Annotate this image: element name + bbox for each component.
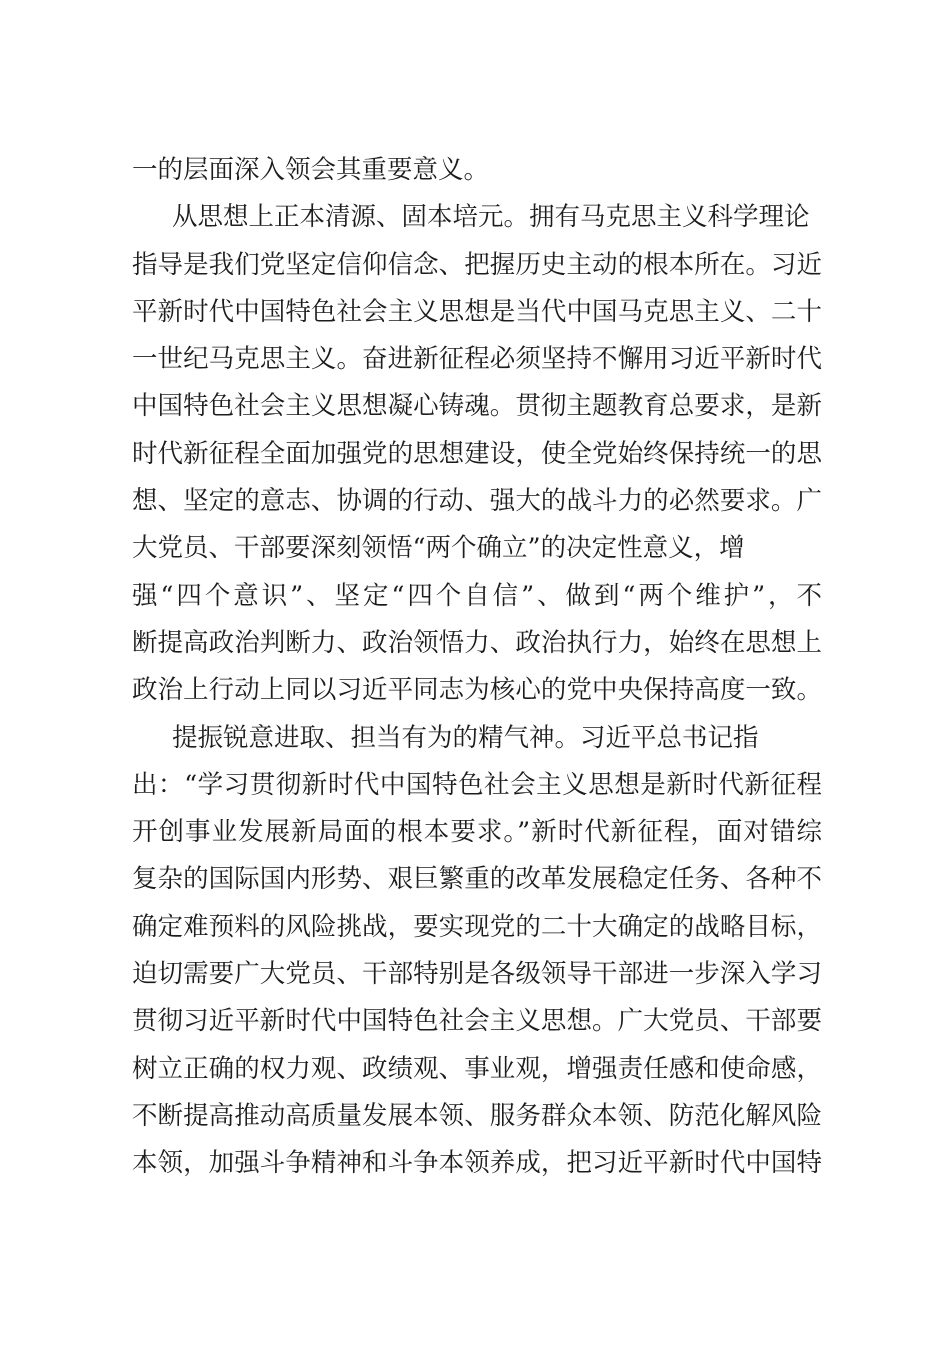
text-line: 树立正确的权力观、政绩观、事业观，增强责任感和使命感， — [132, 1053, 822, 1084]
text-line: 中国特色社会主义思想凝心铸魂。贯彻主题教育总要求，是新 — [132, 391, 822, 422]
text-line: 复杂的国际国内形势、艰巨繁重的改革发展稳定任务、各种不 — [132, 864, 822, 895]
paragraph-first-line: 从思想上正本清源、固本培元。拥有马克思主义科学理论 — [172, 202, 810, 233]
text-line: 一世纪马克思主义。奋进新征程必须坚持不懈用习近平新时代 — [132, 344, 822, 375]
text-line: 迫切需要广大党员、干部特别是各级领导干部进一步深入学习 — [132, 959, 822, 990]
text-line: 大党员、干部要深刻领悟“两个确立”的决定性意义，增 — [132, 533, 745, 564]
text-line: 不断提高推动高质量发展本领、服务群众本领、防范化解风险 — [132, 1100, 822, 1131]
text-line: 出：“学习贯彻新时代中国特色社会主义思想是新时代新征程 — [132, 769, 822, 800]
text-line: 强“四个意识”、坚定“四个自信”、做到“两个维护”，不 — [132, 580, 822, 611]
paragraph-first-line: 提振锐意进取、担当有为的精气神。习近平总书记指 — [172, 722, 759, 753]
text-line: 想、坚定的意志、协调的行动、强大的战斗力的必然要求。广 — [132, 486, 822, 517]
text-line: 政治上行动上同以习近平同志为核心的党中央保持高度一致。 — [132, 675, 822, 706]
text-line: 指导是我们党坚定信仰信念、把握历史主动的根本所在。习近 — [132, 249, 822, 280]
text-line: 贯彻习近平新时代中国特色社会主义思想。广大党员、干部要 — [132, 1006, 822, 1037]
body-text — [132, 147, 822, 1188]
text-line: 时代新征程全面加强党的思想建设，使全党始终保持统一的思 — [132, 438, 822, 469]
text-line: 平新时代中国特色社会主义思想是当代中国马克思主义、二十 — [132, 296, 822, 327]
text-line: 确定难预料的风险挑战，要实现党的二十大确定的战略目标， — [132, 911, 822, 942]
text-line: 本领，加强斗争精神和斗争本领养成，把习近平新时代中国特 — [132, 1148, 822, 1179]
text-line: 一的层面深入领会其重要意义。 — [132, 155, 490, 185]
text-line: 开创事业发展新局面的根本要求。”新时代新征程，面对错综 — [132, 817, 822, 848]
text-line: 断提高政治判断力、政治领悟力、政治执行力，始终在思想上 — [132, 627, 822, 658]
